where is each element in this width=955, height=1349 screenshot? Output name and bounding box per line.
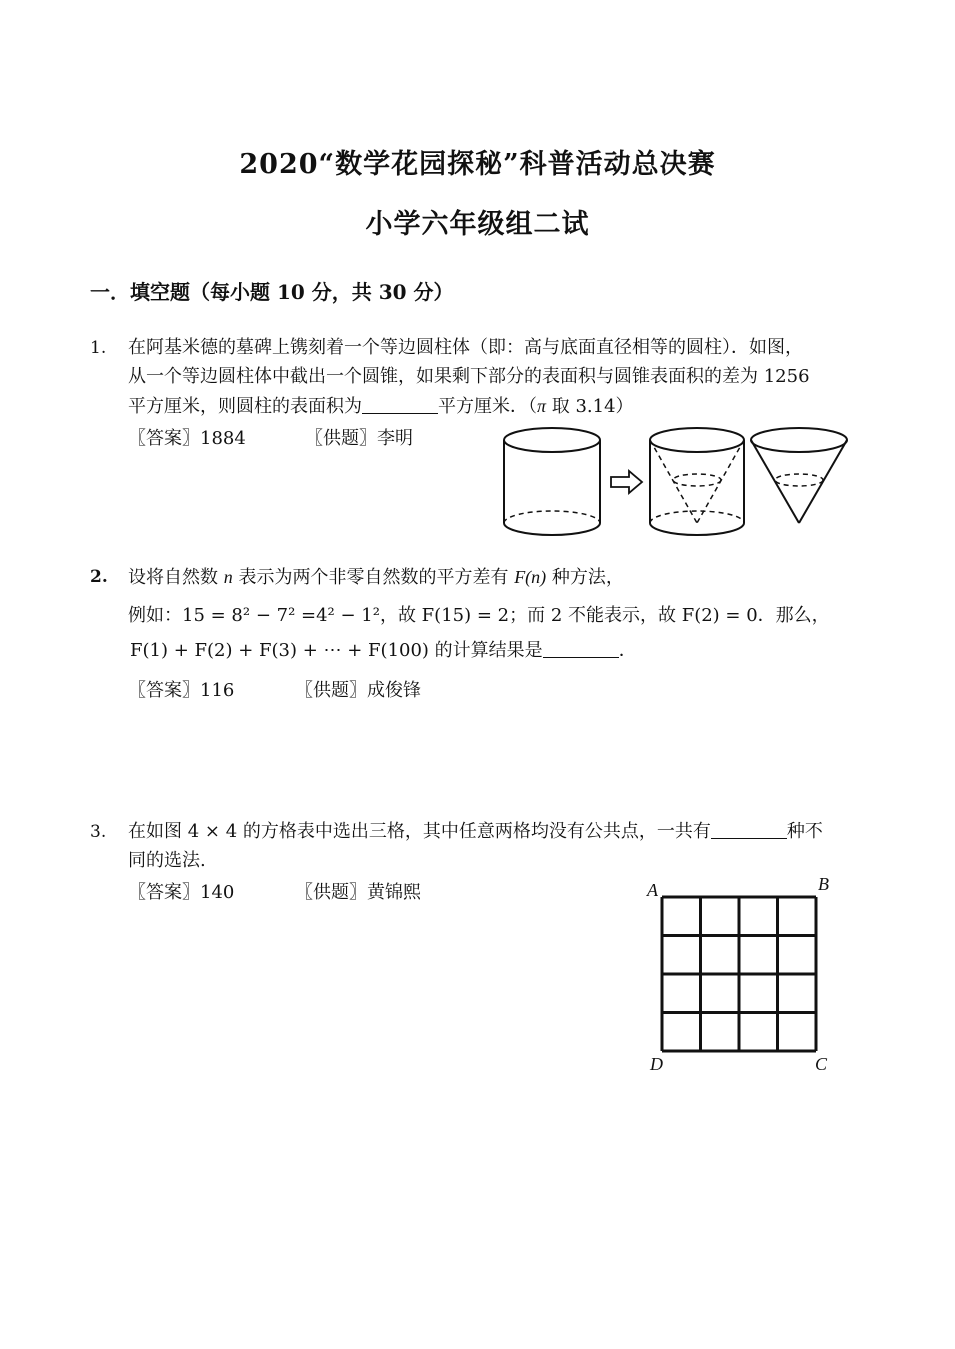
q3-line1 — [128, 819, 823, 845]
q2-line3 — [130, 638, 637, 664]
q2-line3-post: ． — [618, 640, 637, 661]
fn-expression: F(n) — [514, 567, 547, 587]
cylinder-shape — [504, 428, 600, 535]
q1-line2: 从一个等边圆柱体中截出一个圆锥，如果剩下部分的表面积与圆锥表面积的差为 1256 — [128, 366, 810, 387]
var-n: n — [223, 567, 233, 587]
grid-label-a: A — [647, 880, 658, 900]
q1-provider: 〖供题〗李明 — [305, 428, 413, 449]
q2-line1-pre: 设将自然数 — [128, 567, 224, 588]
q2-line1-mid: 表示为两个非零自然数的平方差有 — [232, 567, 515, 588]
q2-answer: 〖答案〗116 — [128, 680, 235, 701]
section-heading: 一．填空题（每小题 10 分，共 30 分） — [90, 280, 454, 304]
q2-number: 2. — [90, 567, 108, 587]
q1-line3 — [128, 393, 634, 420]
q2-line2: 例如：15 = 8² − 7² =4² − 1²，故 F(15) = 2；而 2 不能表示，故 F(2) = 0．那么， — [128, 605, 830, 626]
q2-line3-pre: F(1) + F(2) + F(3) + ⋯ + F(100) 的计算结果是 — [130, 640, 543, 661]
q3-line1-pre: 在如图 4 × 4 的方格表中选出三格，其中任意两格均没有公共点，一共有 — [128, 821, 711, 842]
q1-line3-end: 取 3.14） — [546, 396, 634, 417]
q2-provider: 〖供题〗成俊锋 — [295, 680, 421, 701]
q3-line1-post: 种不 — [786, 821, 823, 842]
grid-label-c: C — [815, 1054, 828, 1074]
page-title: 2020“数学花园探秘”科普活动总决赛 — [239, 149, 716, 180]
q3-answer-blank — [711, 820, 787, 839]
q1-line3-pre: 平方厘米，则圆柱的表面积为 — [128, 396, 362, 417]
page-subtitle: 小学六年级组二试 — [365, 209, 590, 240]
cone-shape — [751, 428, 847, 523]
q3-number: 3. — [90, 822, 107, 842]
q3-answer: 〖答案〗140 — [128, 882, 235, 903]
q1-line1: 在阿基米德的墓碑上镌刻着一个等边圆柱体（即：高与底面直径相等的圆柱）．如图， — [128, 337, 803, 358]
q3-provider: 〖供题〗黄锦熙 — [295, 882, 421, 903]
q2-line1-post: 种方法， — [546, 567, 624, 588]
arrow-icon — [611, 471, 642, 493]
q2-line1 — [128, 564, 624, 591]
q1-number: 1. — [90, 338, 107, 358]
cylinder-with-cone-shape — [650, 428, 744, 535]
grid-label-b: B — [818, 874, 829, 894]
grid-4x4 — [660, 895, 818, 1053]
cylinder-cone-figure — [495, 420, 855, 545]
q1-line3-post: 平方厘米．（ — [438, 396, 537, 417]
q2-answer-blank — [543, 639, 619, 658]
q3-line2: 同的选法. — [128, 850, 206, 871]
pi-symbol: π — [537, 396, 547, 416]
q1-answer: 〖答案〗1884 — [128, 428, 246, 449]
grid-label-d: D — [650, 1054, 663, 1074]
q1-answer-blank — [362, 395, 438, 414]
